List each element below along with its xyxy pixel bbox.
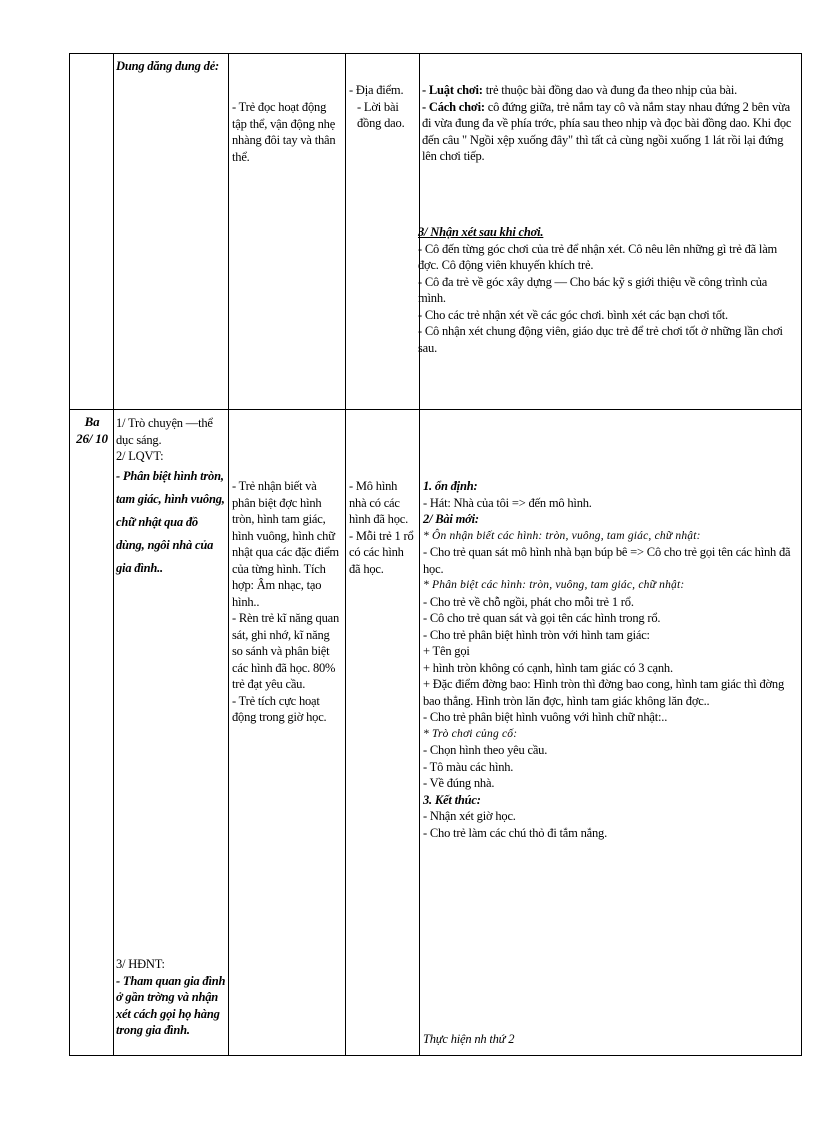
day-name: Ba (84, 414, 100, 429)
review-item: - Cô đa trẻ về góc xây dựng — Cho bác kỹ s giới thiệu về công trình của mình. (418, 274, 768, 305)
activity-item-1: 1/ Trò chuyện —thể dục sáng. (116, 416, 213, 447)
goal-item: - Trẻ nhận biết và phân biệt đợc hình tròn, hình tam giác, hình vuông, hình chữ nhật qua các đặc điểm của từng hình. Tích hợp: Âm nhạc, tạo hình.. (232, 479, 339, 609)
section-2b-item: - Cô cho trẻ quan sát và gọi tên các hình trong rổ. (423, 611, 661, 625)
row1-review-cell (418, 224, 796, 356)
section-2b-item: + Tên gọi (423, 644, 470, 658)
row2-goal-cell (232, 478, 340, 726)
how-to-play-paragraph (422, 99, 798, 165)
section-2c-item: - Về đúng nhà. (423, 776, 495, 790)
rules-label: - Luật chơi: (422, 83, 483, 97)
table-right-border (801, 53, 802, 1056)
table-bottom-border (69, 1055, 802, 1056)
how-to-play-label: - Cách chơi: (422, 99, 485, 114)
section-1-title: 1. ổn định: (423, 479, 478, 493)
column-divider-2 (228, 53, 229, 1056)
review-item: - Cô đến từng góc chơi của trẻ để nhận xét. Cô nêu lên những gì trẻ đã làm đợc. Cô động viên khuyến khích trẻ. (418, 241, 778, 272)
section-3-item: - Nhận xét giờ học. (423, 809, 516, 823)
section-1-text: - Hát: Nhà của tôi => đến mô hình. (423, 495, 592, 510)
row1-goal-text: - Trẻ đọc hoạt động tập thể, vận động nhẹ nhàng đôi tay và thân thể. (232, 100, 336, 164)
row1-method-cell (422, 82, 798, 165)
activity-item-2: 2/ LQVT: (116, 449, 164, 463)
section-2a-title: * Ôn nhận biết các hình: tròn, vuông, tam giác, chữ nhật: (423, 529, 701, 542)
rules-paragraph (422, 82, 798, 99)
section-2b-title: * Phân biệt các hình: tròn, vuông, tam giác, chữ nhật: (423, 579, 685, 591)
section-2c-item: - Chọn hình theo yêu cầu. (423, 743, 548, 757)
goal-item: - Rèn trẻ kĩ năng quan sát, ghi nhớ, kĩ năng so sánh và phân biệt các hình đã học. 80% trẻ đạt yêu cầu. (232, 611, 340, 691)
column-divider-3 (345, 53, 346, 1056)
section-2c-item: - Tô màu các hình. (423, 759, 514, 774)
goal-item: - Trẻ tích cực hoạt động trong giờ học. (232, 693, 327, 724)
row1-prep-item: - Địa điểm. (349, 83, 404, 97)
section-2b-item: - Cho trẻ về chỗ ngồi, phát cho mỗi trẻ 1 rổ. (423, 594, 634, 609)
section-2b-item: - Cho trẻ phân biệt hình vuông với hình chữ nhật:.. (423, 710, 668, 724)
row2-method-cell (423, 478, 797, 841)
section-2b-item: + hình tròn không có cạnh, hình tam giác có 3 cạnh. (423, 660, 673, 675)
day-date: 26/ 10 (76, 431, 108, 446)
row2-outdoor-cell (116, 956, 226, 1039)
rules-text: trẻ thuộc bài đồng dao và đung đa theo nhịp của bài. (485, 83, 738, 97)
section-3-title: 3. Kết thúc: (423, 792, 481, 807)
prep-item: - Mô hình nhà có các hình đã học. (349, 479, 409, 526)
row2-day-cell (72, 413, 112, 447)
column-divider-1 (113, 53, 114, 1056)
section-2c-title: * Trò chơi củng cố: (423, 727, 518, 740)
footer-note: Thực hiện nh thứ 2 (423, 1032, 515, 1046)
row1-goal-cell (232, 99, 340, 165)
row1-prep-item: - Lời bài đồng dao. (357, 99, 405, 130)
row2-prep-cell (349, 478, 417, 577)
section-2b-item: + Đặc điểm đờng bao: Hình tròn thì đờng bao cong, hình tam giác thì đờng bao thẳng. Hình tròn lăn đợc, hình tam giác không lăn đợc.. (423, 677, 785, 708)
outdoor-title: - Tham quan gia đình ở gần trờng và nhận xét cách gọi họ hàng trong gia đình. (116, 973, 226, 1037)
section-2b-item: - Cho trẻ phân biệt hình tròn với hình tam giác: (423, 627, 650, 642)
lesson-title: - Phân biệt hình tròn, tam giác, hình vuông, chữ nhật qua đồ dùng, ngôi nhà của gia đình.. (116, 468, 225, 575)
review-item: - Cô nhận xét chung động viên, giáo dục trẻ để trẻ chơi tốt ở những lần chơi sau. (418, 324, 783, 355)
row-divider (69, 409, 802, 410)
column-divider-4 (419, 53, 420, 1056)
table-left-border (69, 53, 70, 1056)
row1-activity-title: Dung dăng dung dẻ: (116, 59, 220, 73)
section-2-title: 2/ Bài mới: (423, 512, 479, 526)
row2-activity-cell (116, 415, 226, 580)
section-3-item: - Cho trẻ làm các chú thỏ đi tắm nắng. (423, 825, 608, 840)
section-2a-text: - Cho trẻ quan sát mô hình nhà bạn búp bê => Cô cho trẻ gọi tên các hình đã học. (423, 545, 791, 576)
review-title: 3/ Nhận xét sau khi chơi. (418, 225, 544, 239)
activity-item-3: 3/ HĐNT: (116, 957, 165, 971)
table-top-border (69, 53, 802, 54)
row1-prep-cell (349, 82, 417, 132)
prep-item: - Mỗi trẻ 1 rổ có các hình đã học. (349, 528, 414, 576)
how-to-play-text: cô đứng giữa, trẻ nắm tay cô và nắm stay nhau đứng 2 bên vừa đi vừa đung đa về phía trớc, phía sau theo nhịp và đọc bài đồng dao. Khi đọc đến câu " Ngồi xệp xuống đây" thì tất cả cùng ngồi xuống 1 lát rồi lại đứng lên chơi tiếp. (422, 99, 792, 163)
review-item: - Cho các trẻ nhận xét về các góc chơi. bình xét các bạn chơi tốt. (418, 307, 728, 322)
